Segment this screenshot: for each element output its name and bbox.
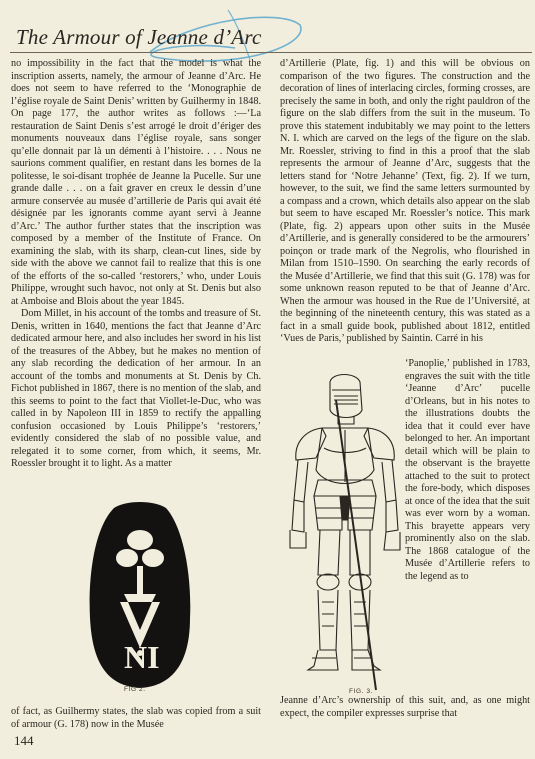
header-rule: [10, 52, 532, 53]
left-column: [11, 58, 261, 498]
figure-3-armour-drawing: [278, 370, 410, 695]
page-number: 144: [14, 733, 34, 748]
bottom-right-text: [280, 695, 530, 735]
figure-3-caption: FIG. 3.: [349, 688, 374, 695]
paragraph: Dom Millet, in his account of the tombs and treasure of St. Denis, written in 1640, mentions the fact that Jeanne d’Arc dedicated armour here, and also includes her sword in his list of the treasures of the Abbey, but he makes no mention of any slab recording the dedication of her armour. In an account of the tombs and monuments at St. Denis by Ch. Fichot published in 1867, there is no mention of the slab, and this seems to point to the fact that Viollet-le-Duc, who was called in by Napoleon III in 1859 to rectify the appalling confusion occasioned by Louis Philippe’s ‘restorers,’ evidently considered the slab of no possible value, and relegated it to some corner, from which, it seems, Mr. Roessler brought it to light. As a matter: [11, 308, 261, 469]
narrow-column: [405, 358, 530, 703]
figure-2-caption: FIG 2.: [124, 686, 146, 693]
paragraph: Jeanne d’Arc’s ownership of this suit, and, as one might expect, the compiler expresses surprise that: [280, 695, 530, 719]
paragraph: of fact, as Guilhermy states, the slab was copied from a suit of armour (G. 178) now in the Musée: [11, 706, 261, 730]
paragraph: ‘Panoplie,’ published in 1783, engraves the suit with the title ‘Jeanne d’Arc’ pucelle d’Orleans, but in his notes to the illustrations doubts the idea that it could ever have belonged to her. An important detail which will be plain to the observant is the brayette attached to the suit to protect the fore-body, which disposes at once of the idea that the suit was ever worn by a woman. This brayette appears very prominently also on the slab. The 1868 catalogue of the Musée d’Artillerie refers to the legend as to: [405, 358, 530, 582]
paragraph: d’Artillerie (Plate, fig. 1) and this will be obvious on comparison of the two figures. The construction and the decoration of lines of interlacing circles, forming crosses, are precisely the same in both, and only the right pauldron of the figure on the slab differs from the suit in the museum. To prove this statement indubitably we may point to the letters N. I. which are carved on the legs of the figure on the slab. Mr. Roessler, striving to find in this a proof that the slab represents the armour of Jeanne d’Arc, suggests that the letters stand for ‘Notre Jehanne’ (Text, fig. 2). If we turn, however, to the suit, we find the same letters surmounted by a compass and a crown, which details also appear on the slab but seem to have escaped Mr. Roessler’s notice. This mark (Plate, fig. 2) appears upon other suits in the Musée d’Artillerie, and is generally considered to be the armourers’ poinçon or trade mark of the Negrolis, who flourished in Milan from 1510–1590. On searching the early records of the Musée d’Artillerie, we find that this suit (G. 178) was for some unknown reason reputed to be that of Jeanne d’Arc. When the armour was housed in the Rue de l’Université, at the beginning of the nineteenth century, this was stated as a fact in a small guide book, published about 1812, entitled ‘Vues de Paris,’ published by Saintin. Carré in his: [280, 58, 530, 344]
slab-letters: NI: [124, 639, 160, 675]
paragraph: no impossibility in the fact that the model is what the inscription asserts, namely, the armour of Jeanne d’Arc. He does not seem to have referred to the ‘Monographie de l’église royale de Saint Denis’ written by Guilhermy in 1848. On page 177, the author writes as follows :—‘La restauration de Saint Denis s’est arrogé le droit d’ériger des monuments nouveaux dans l’église royale, sans songer qu’elle donnait par là un démenti à l’histoire. . . . Nous ne saurions comment qualifier, en restant dans les bornes de la politesse, le soi-disant trophée de Jeanne la Pucelle. Sur une grande dalle . . . on a fait graver en creux le dessin d’une armure conservée au musée d’artillerie de Paris qui avait été désignée par les ignorants comme ayant servi à Jeanne d’Arc.’ The author further states that the inscription was composed by a member of the Institute of France. On examining the slab, with its sharp, clean-cut lines, side by side with the above we cannot fail to realize that this is one of the efforts of the so-called ‘restorers,’ who, under Louis Philippe, wrought such havoc, not only at St. Denis but also at Amboise and Blois about the year 1845.: [11, 58, 261, 307]
page-title: The Armour of Jeanne d’Arc: [16, 25, 262, 49]
bottom-left-text: [11, 706, 261, 736]
figure-2-slab-mark: [84, 498, 196, 694]
right-column: [280, 58, 530, 358]
